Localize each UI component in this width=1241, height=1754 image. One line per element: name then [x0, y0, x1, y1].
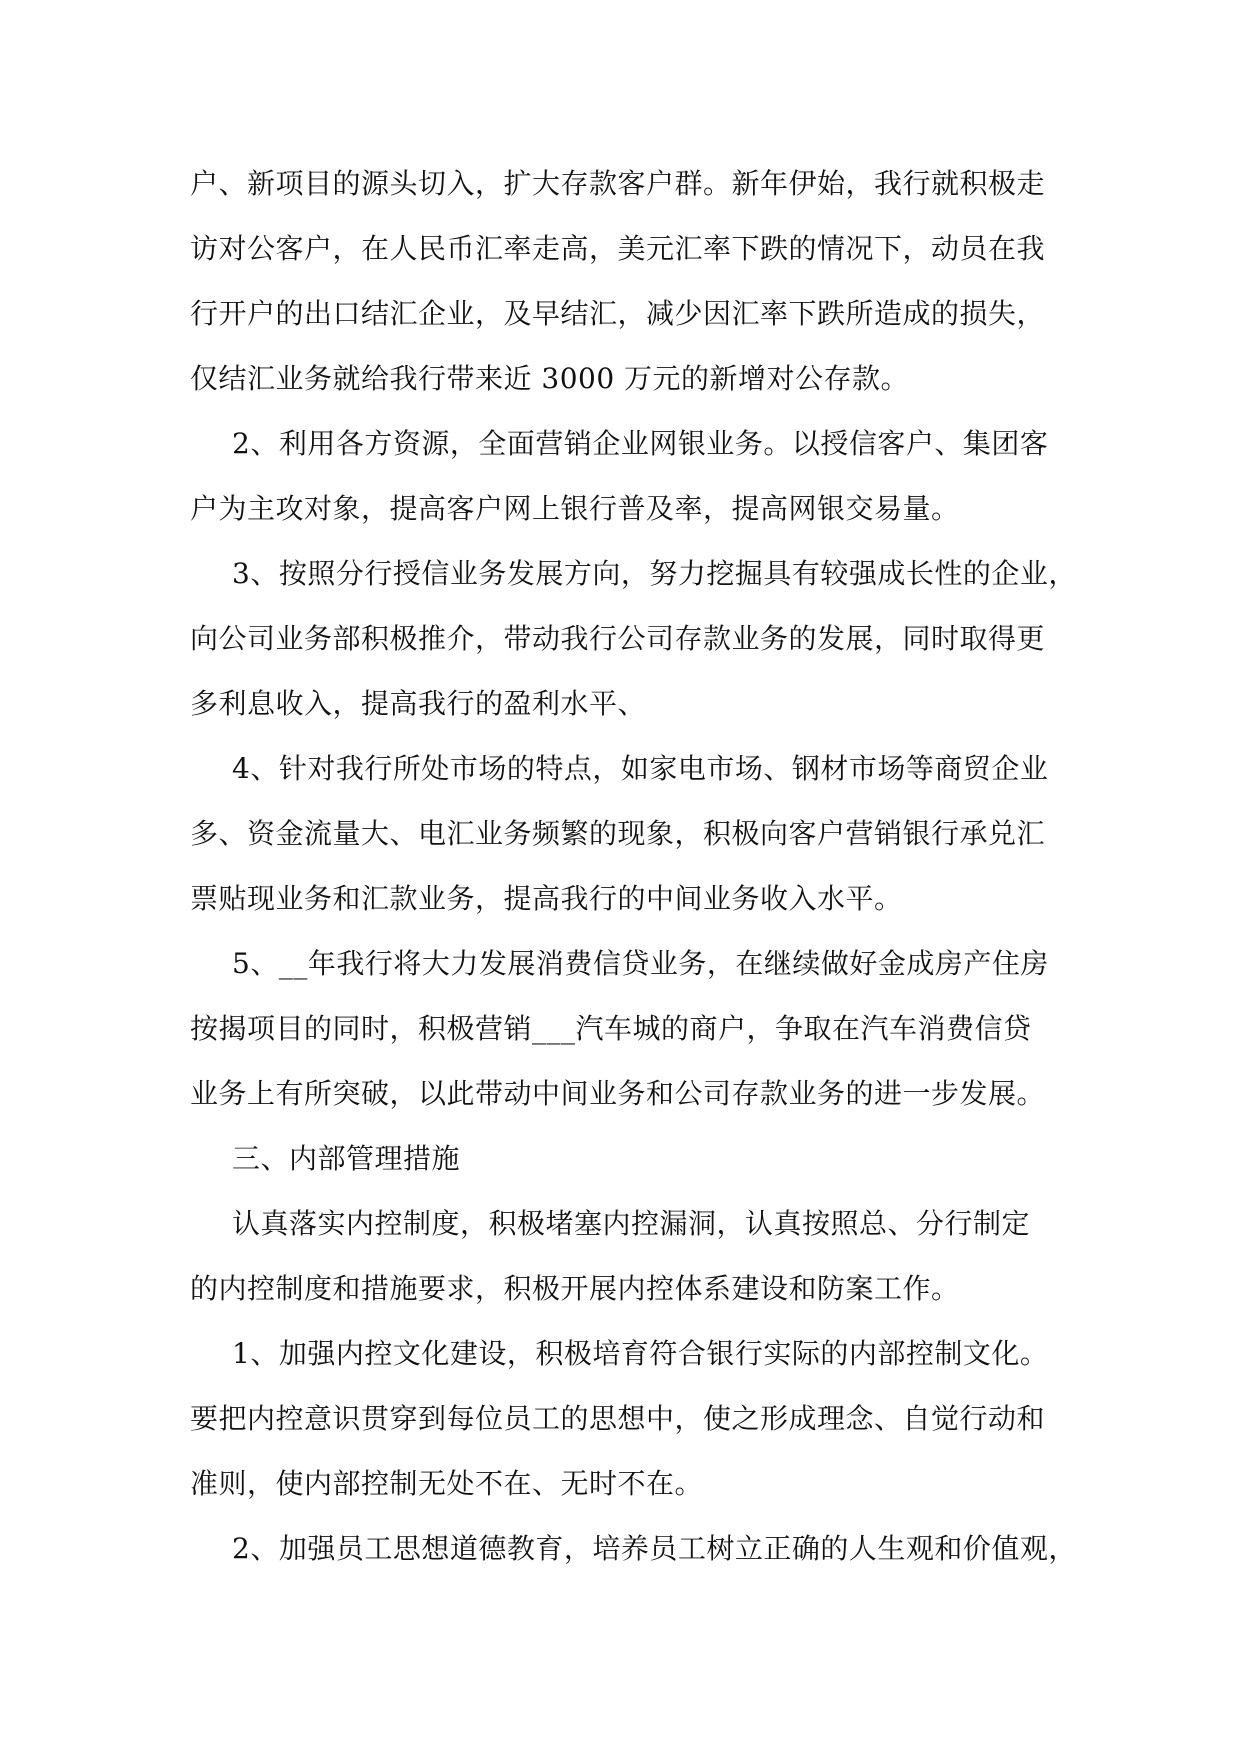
text-line: 多、资金流量大、电汇业务频繁的现象，积极向客户营销银行承兑汇 — [190, 817, 1046, 850]
text-line: 准则，使内部控制无处不在、无时不在。 — [190, 1467, 704, 1500]
text-line: 行开户的出口结汇企业，及早结汇，减少因汇率下跌所造成的损失， — [190, 297, 1046, 330]
text-line: 业务上有所突破，以此带动中间业务和公司存款业务的进一步发展。 — [190, 1077, 1046, 1110]
text-line: 要把内控意识贯穿到每位员工的思想中，使之形成理念、自觉行动和 — [190, 1402, 1046, 1435]
paragraph-5-start: 5、__年我行将大力发展消费信贷业务，在继续做好金成房产住房 — [232, 947, 1049, 980]
paragraph-1-start: 1、加强内控文化建设，积极培育符合银行实际的内部控制文化。 — [232, 1337, 1049, 1370]
text-line: 户为主攻对象，提高客户网上银行普及率，提高网银交易量。 — [190, 492, 960, 525]
paragraph-2b-start: 2、加强员工思想道德教育，培养员工树立正确的人生观和价值观， — [232, 1532, 1077, 1565]
text-line: 访对公客户，在人民币汇率走高，美元汇率下跌的情况下，动员在我 — [190, 232, 1046, 265]
section-intro-start: 认真落实内控制度，积极堵塞内控漏洞，认真按照总、分行制定 — [232, 1207, 1031, 1240]
text-line: 向公司业务部积极推介，带动我行公司存款业务的发展，同时取得更 — [190, 622, 1046, 655]
text-line: 仅结汇业务就给我行带来近 3000 万元的新增对公存款。 — [190, 362, 910, 395]
text-line: 票贴现业务和汇款业务，提高我行的中间业务收入水平。 — [190, 882, 903, 915]
text-line: 按揭项目的同时，积极营销___汽车城的商户，争取在汽车消费信贷 — [190, 1012, 1032, 1045]
paragraph-2-start: 2、利用各方资源，全面营销企业网银业务。以授信客户、集团客 — [232, 427, 1049, 460]
text-line: 的内控制度和措施要求，积极开展内控体系建设和防案工作。 — [190, 1272, 960, 1305]
section-heading: 三、内部管理措施 — [232, 1142, 461, 1175]
paragraph-3-start: 3、按照分行授信业务发展方向，努力挖掘具有较强成长性的企业， — [232, 557, 1077, 590]
text-line: 多利息收入，提高我行的盈利水平、 — [190, 687, 647, 720]
text-line: 户、新项目的源头切入，扩大存款客户群。新年伊始，我行就积极走 — [190, 167, 1046, 200]
paragraph-4-start: 4、针对我行所处市场的特点，如家电市场、钢材市场等商贸企业 — [232, 752, 1049, 785]
